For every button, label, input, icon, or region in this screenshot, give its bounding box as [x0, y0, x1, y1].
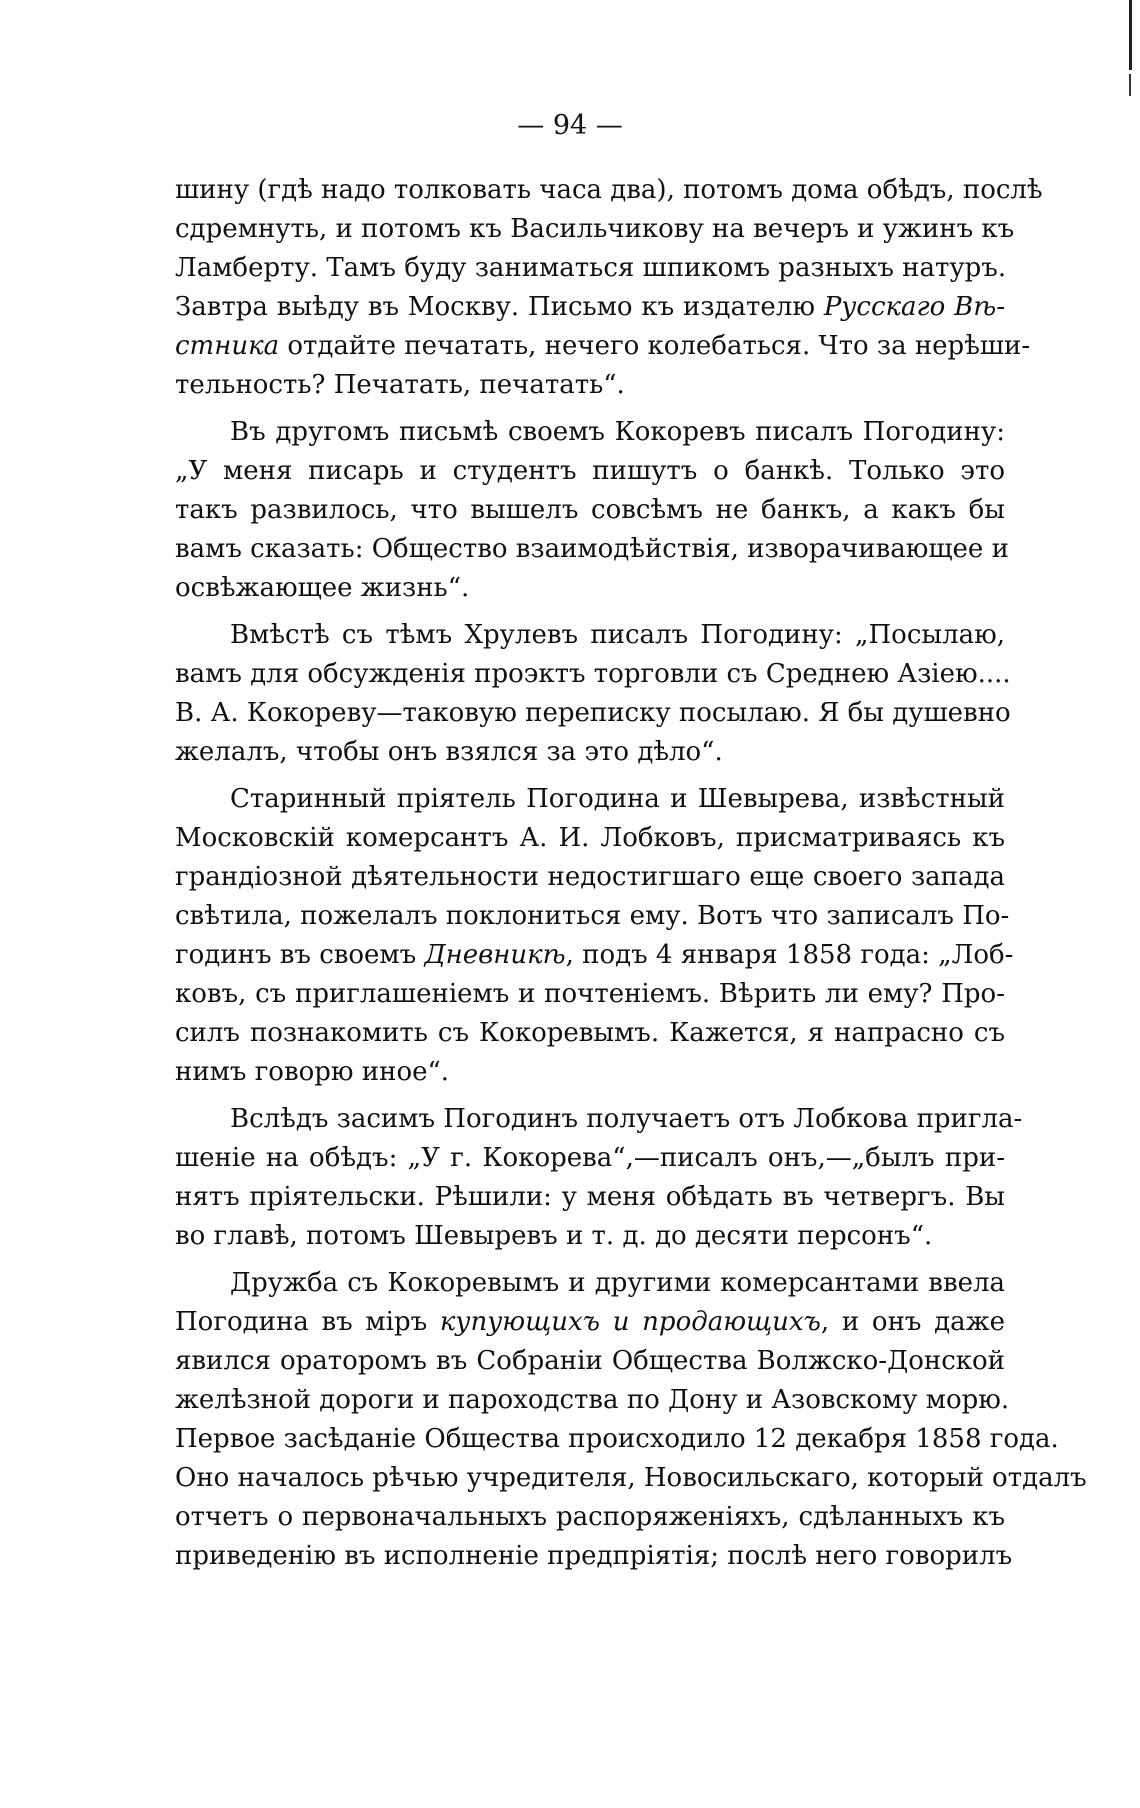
italic-phrase: купующихъ и продающихъ	[439, 1307, 821, 1337]
text-line: силъ познакомить съ Кокоревымъ. Кажется, я напрасно съ	[175, 1018, 1005, 1048]
text-line: нятъ пріятельски. Рѣшили: у меня обѣдать въ четвергъ. Вы	[175, 1182, 1005, 1212]
text-line: Вмѣстѣ съ тѣмъ Хрулевъ писалъ Погодину: „Посылаю,	[230, 620, 1005, 650]
paragraph-2	[175, 413, 1009, 608]
text-line: тельность? Печатать, печатать“.	[175, 370, 625, 400]
paragraph-4	[175, 780, 1014, 1092]
text-line-italic: стника отдайте печатать, нечего колебаться. Что за нерѣши-	[175, 331, 1031, 361]
italic-phrase: Дневникѣ	[424, 940, 566, 970]
text-line: желѣзной дороги и пароходства по Дону и Азовскому морю.	[175, 1385, 1010, 1415]
paragraph-3	[175, 616, 1011, 772]
italic-phrase: Русскаго Вѣ-	[823, 292, 1005, 322]
text-line: во главѣ, потомъ Шевыревъ и т. д. до десяти персонъ“.	[175, 1221, 933, 1251]
text-line: свѣтила, пожелалъ поклониться ему. Вотъ что записалъ По-	[175, 901, 1010, 931]
text-line: освѣжающее жизнь“.	[175, 573, 470, 603]
text-line: Старинный пріятель Погодина и Шевырева, извѣстный	[230, 784, 1005, 814]
text-line: грандіозной дѣятельности недостигшаго еще своего запада	[175, 862, 1005, 892]
page-body	[175, 171, 1087, 1576]
paragraph-6	[175, 1264, 1087, 1576]
text-line: вамъ для обсужденія проэктъ торговли съ Среднею Азіею....	[175, 659, 1011, 689]
text-line: Московскій комерсантъ А. И. Лобковъ, присматриваясь къ	[175, 823, 1005, 853]
text-line: сдремнуть, и потомъ къ Васильчикову на вечеръ и ужинъ къ	[175, 214, 1015, 244]
text-line-italic: Завтра выѣду въ Москву. Письмо къ издателю Русскаго Вѣ-	[175, 292, 1005, 322]
text-line: нимъ говорю иное“.	[175, 1057, 450, 1087]
text-line: приведенію въ исполненіе предпріятія; послѣ него говорилъ	[175, 1541, 1013, 1571]
text-line: Ламберту. Тамъ буду заниматься шпикомъ разныхъ натуръ.	[175, 253, 1007, 283]
text-line: такъ развилось, что вышелъ совсѣмъ не банкъ, а какъ бы	[175, 495, 1005, 525]
text-line: Первое засѣданіе Общества происходило 12 декабря 1858 года.	[175, 1424, 1059, 1454]
text-line: Въ другомъ письмѣ своемъ Кокоревъ писалъ Погодину:	[230, 417, 1005, 447]
text-line-italic: годинъ въ своемъ Дневникѣ, подъ 4 января 1858 года: „Лоб-	[175, 940, 1014, 970]
text-line: желалъ, чтобы онъ взялся за это дѣло“.	[175, 737, 723, 767]
text-line: Оно началось рѣчью учредителя, Новосильскаго, который отдалъ	[175, 1463, 1087, 1493]
text-line: ковъ, съ приглашеніемъ и почтеніемъ. Вѣрить ли ему? Про-	[175, 979, 1005, 1009]
text-line: Вслѣдъ засимъ Погодинъ получаетъ отъ Лобкова пригла-	[230, 1104, 1023, 1134]
page-edge-mark-lower	[1129, 74, 1131, 96]
paragraph-1	[175, 171, 1043, 405]
text-line-italic: Погодина въ міръ купующихъ и продающихъ, и онъ даже	[175, 1307, 1005, 1337]
text-line: В. А. Кокореву—таковую переписку посылаю. Я бы душевно	[175, 698, 1011, 728]
page-edge-mark	[1129, 0, 1132, 70]
text-line: вамъ сказать: Общество взаимодѣйствія, изворачивающее и	[175, 534, 1009, 564]
text-line: Дружба съ Кокоревымъ и другими комерсантами ввела	[230, 1268, 1005, 1298]
italic-phrase: стника	[175, 331, 280, 361]
text-line: шину (гдѣ надо толковать часа два), потомъ дома обѣдъ, послѣ	[175, 175, 1043, 205]
page-number: — 94 —	[517, 110, 623, 141]
text-line: явился ораторомъ въ Собраніи Общества Волжско-Донской	[175, 1346, 1005, 1376]
text-line: отчетъ о первоначальныхъ распоряженіяхъ, сдѣланныхъ къ	[175, 1502, 1005, 1532]
text-line: „У меня писарь и студентъ пишутъ о банкѣ. Только это	[175, 456, 1005, 486]
paragraph-5	[175, 1100, 1023, 1256]
text-line: шеніе на обѣдъ: „У г. Кокорева“,—писалъ онъ,—„былъ при-	[175, 1143, 1005, 1173]
